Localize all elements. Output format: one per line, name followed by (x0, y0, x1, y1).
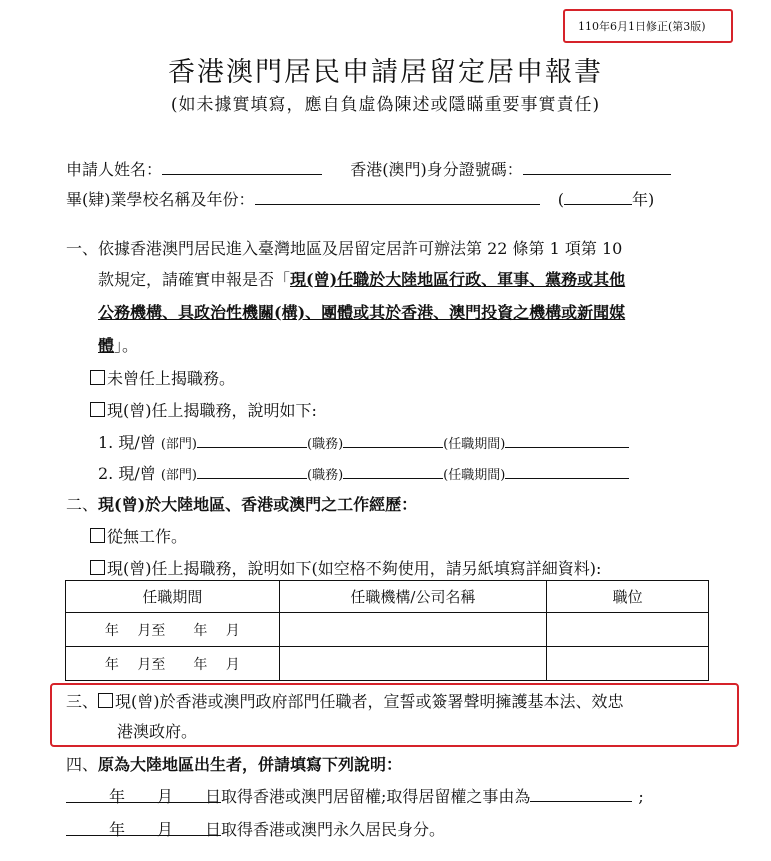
section1-line2-bold: 現(曾)任職於大陸地區行政、軍事、黨務或其他 (290, 270, 626, 289)
row-prefix: 現/曾 (118, 464, 156, 483)
section1-option-never (90, 366, 235, 389)
checkbox-oath-signed[interactable] (98, 693, 113, 708)
title-field[interactable] (343, 431, 443, 448)
checkbox-no-work[interactable] (90, 528, 105, 543)
school-field[interactable] (255, 188, 540, 205)
id-number-field[interactable] (523, 158, 671, 175)
year-open: ( (557, 190, 564, 209)
section3-line1 (66, 689, 624, 712)
dept-field[interactable] (197, 462, 307, 479)
checkbox-work-history[interactable] (90, 560, 105, 575)
position-row (98, 430, 629, 453)
position-cell[interactable] (547, 613, 709, 647)
residency-text: 取得香港或澳門居留權;取得居留權之事由為 (221, 787, 531, 806)
section2-option-current (90, 556, 601, 579)
section1-line1: 一、依據香港澳門居民進入臺灣地區及居留定居許可辦法第 22 條第 1 項第 10 (66, 239, 623, 258)
section2-title: 現(曾)於大陸地區、香港或澳門之工作經歷： (98, 495, 418, 514)
title-label: (職務) (307, 468, 344, 483)
org-cell[interactable] (279, 613, 547, 647)
period-label: (任職期間) (443, 468, 506, 483)
period-cell[interactable]: 年 月至 年 月 (66, 647, 280, 681)
section4-title: 原為大陸地區出生者，併請填寫下列說明： (98, 755, 403, 774)
section1-line4-bold: 體 (98, 336, 115, 355)
year-close: 年) (631, 190, 655, 209)
permanent-date-field[interactable]: 年 月 日 (66, 817, 221, 836)
page-subtitle: (如未據實填寫，應自負虛偽陳述或隱瞞重要事實責任) (170, 95, 601, 115)
section2-number: 二、 (66, 495, 99, 514)
period-field[interactable] (505, 431, 629, 448)
column-header: 職位 (547, 581, 709, 613)
option-work-history-label: 現(曾)任上揭職務，說明如下(如空格不夠使用，請另紙填寫詳細資料): (107, 559, 602, 578)
position-cell[interactable] (547, 647, 709, 681)
section3-text: 現(曾)於香港或澳門政府部門任職者，宣誓或簽署聲明擁護基本法、效忠 (115, 692, 624, 711)
section2-heading (66, 492, 417, 515)
id-number-label: 香港(澳門)身分證號碼： (350, 160, 523, 179)
table-row (66, 647, 709, 681)
permanent-text: 取得香港或澳門永久居民身分。 (221, 820, 446, 839)
org-cell[interactable] (279, 647, 547, 681)
dept-field[interactable] (197, 431, 307, 448)
column-header: 任職期間 (66, 581, 280, 613)
period-field[interactable] (505, 462, 629, 479)
column-header: 任職機構/公司名稱 (279, 581, 547, 613)
section4-heading (66, 752, 402, 775)
option-current-label: 現(曾)任上揭職務，說明如下: (107, 401, 317, 420)
dept-label: (部門) (160, 468, 198, 483)
residency-end: ; (638, 787, 644, 806)
school-label: 畢(肄)業學校名稱及年份： (66, 190, 255, 209)
section3-line2: 港澳政府。 (117, 722, 198, 741)
section4-line2 (66, 817, 445, 840)
section1-option-current (90, 398, 317, 421)
applicant-info-row (66, 157, 671, 180)
section2-option-never (90, 524, 187, 547)
option-no-work-label: 從無工作。 (107, 527, 188, 546)
graduation-year-field[interactable] (564, 188, 632, 205)
option-never-label: 未曾任上揭職務。 (107, 369, 236, 388)
period-cell[interactable]: 年 月至 年 月 (66, 613, 280, 647)
section1-line4-plain: 」。 (114, 336, 139, 355)
section1-line2 (98, 267, 625, 290)
work-history-table (65, 580, 709, 681)
applicant-name-label: 申請人姓名： (66, 160, 163, 179)
section4-line1 (66, 784, 644, 807)
table-row (66, 613, 709, 647)
period-label: (任職期間) (443, 437, 506, 452)
row-prefix: 現/曾 (118, 433, 156, 452)
section4-number: 四、 (66, 755, 99, 774)
position-row (98, 461, 629, 484)
revision-note: 110年6月1日修正(第3版) (578, 20, 706, 33)
title-label: (職務) (307, 437, 344, 452)
section1-line3: 公務機構、具政治性機關(構)、團體或其於香港、澳門投資之機構或新聞媒 (98, 303, 626, 322)
title-field[interactable] (343, 462, 443, 479)
dept-label: (部門) (160, 437, 198, 452)
applicant-name-field[interactable] (162, 158, 322, 175)
checkbox-held-position[interactable] (90, 402, 105, 417)
section1-line2-plain: 款規定，請確實申報是否「 (98, 270, 291, 289)
page-title: 香港澳門居民申請居留定居申報書 (168, 57, 603, 88)
row-number: 2. (98, 464, 114, 483)
row-number: 1. (98, 433, 114, 452)
table-header-row (66, 581, 709, 613)
section3-number: 三、 (66, 692, 99, 711)
section1-line4 (98, 333, 138, 356)
checkbox-never-held[interactable] (90, 370, 105, 385)
residency-reason-field[interactable] (530, 785, 632, 802)
school-row (66, 187, 654, 210)
residency-date-field[interactable]: 年 月 日 (66, 784, 221, 803)
